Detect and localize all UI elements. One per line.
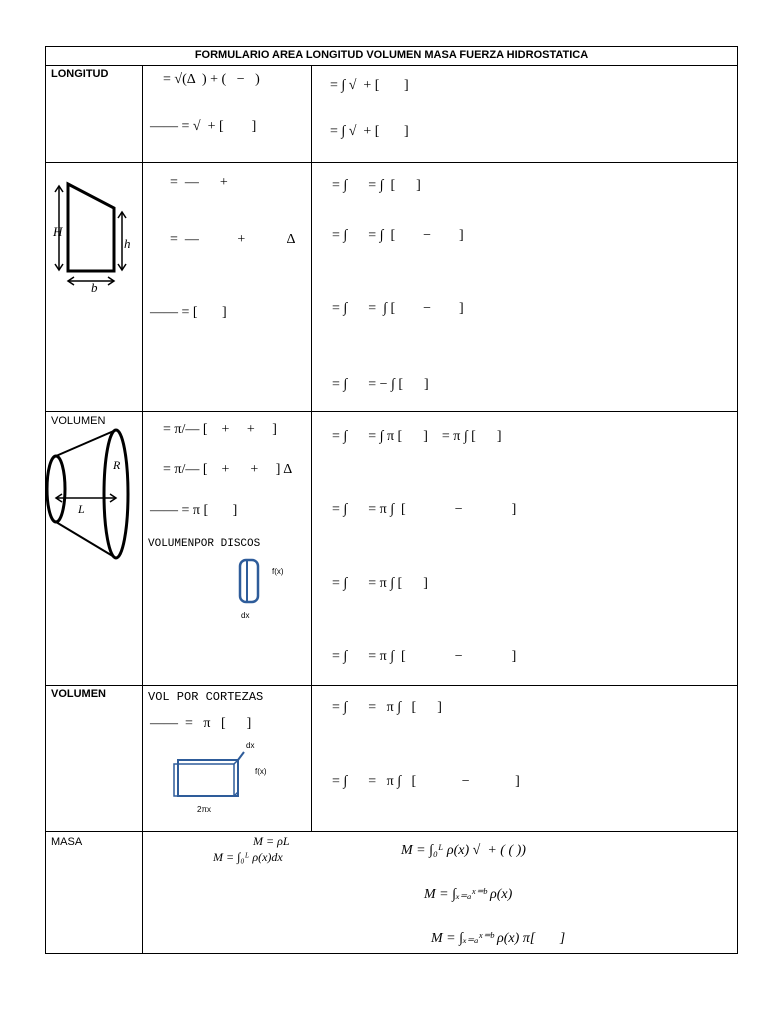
- label-volumen-2: VOLUMEN: [51, 688, 106, 700]
- shell-2pix-label: 2πx: [197, 805, 211, 814]
- area-formula-left-2: = — + Δ: [170, 232, 296, 247]
- vol-formula-right-3: = ∫ = π ∫ [ ]: [332, 576, 428, 591]
- disk-dx-label: dx: [241, 611, 250, 620]
- longitud-formula-left-1: = √(Δ ) + ( − ): [163, 72, 260, 87]
- title-row-border: [45, 65, 738, 66]
- row-border-2: [45, 411, 738, 412]
- label-volumen-1: VOLUMEN: [51, 415, 106, 427]
- cortezas-formula-left-1: —— = π [ ]: [150, 716, 252, 731]
- label-longitud: LONGITUD: [51, 68, 109, 80]
- masa-formula-1: M = ρL: [253, 834, 290, 848]
- shell-fx-label: f(x): [255, 767, 267, 776]
- disk-fx-label: f(x): [272, 567, 284, 576]
- area-formula-right-2: = ∫ = ∫ [ − ]: [332, 228, 464, 243]
- cortezas-title: VOL POR CORTEZAS: [148, 690, 264, 704]
- longitud-formula-left-2: —— = √ + [ ]: [150, 119, 257, 134]
- vol-formula-left-2: = π/— [ + + ] Δ: [163, 462, 293, 477]
- vol-label-L: L: [78, 502, 85, 516]
- table-title: FORMULARIO AREA LONGITUD VOLUMEN MASA FUERZA HIDROSTATICA: [194, 49, 589, 61]
- area-formula-right-4: = ∫ = − ∫ [ ]: [332, 377, 429, 392]
- row-border-1: [45, 162, 738, 163]
- column-border-1: [142, 65, 143, 954]
- longitud-formula-right-2: = ∫ √ + [ ]: [330, 124, 409, 139]
- vol-formula-left-1: = π/— [ + + ]: [163, 422, 277, 437]
- masa-formula-2: M = ∫₀ᴸ ρ(x)dx: [213, 850, 283, 864]
- shell-dx-label: dx: [246, 741, 255, 750]
- area-label-b: b: [91, 280, 98, 295]
- frustum-figure: [44, 428, 134, 568]
- vol-formula-right-1: = ∫ = ∫ π [ ] = π ∫ [ ]: [332, 429, 502, 444]
- longitud-formula-right-1: = ∫ √ + [ ]: [330, 78, 409, 93]
- vol-formula-right-4: = ∫ = π ∫ [ − ]: [332, 649, 517, 664]
- area-formula-right-1: = ∫ = ∫ [ ]: [332, 178, 421, 193]
- column-border-2: [311, 65, 312, 832]
- vol-discos-label: VOLUMENPOR DISCOS: [148, 538, 261, 550]
- masa-formula-5: M = ∫ₓ₌ₐˣ⁼ᵇ ρ(x) π[ ]: [431, 931, 566, 946]
- area-formula-right-3: = ∫ = ∫ [ − ]: [332, 301, 464, 316]
- vol-label-R: R: [113, 458, 121, 472]
- masa-formula-3: M = ∫₀ᴸ ρ(x) √ + ( ( )): [401, 843, 526, 858]
- vol-formula-left-3: —— = π [ ]: [150, 503, 238, 518]
- shell-figure: [172, 748, 252, 800]
- cortezas-formula-right-1: = ∫ = π ∫ [ ]: [332, 700, 442, 715]
- row-border-4: [45, 831, 738, 832]
- area-label-h: h: [124, 236, 131, 251]
- table-top-border: [45, 46, 738, 47]
- cortezas-formula-right-2: = ∫ = π ∫ [ − ]: [332, 774, 520, 789]
- row-border-3: [45, 685, 738, 686]
- area-label-H: H: [53, 224, 63, 239]
- table-right-border: [737, 46, 738, 954]
- area-formula-left-3: —— = [ ]: [150, 305, 227, 320]
- vol-formula-right-2: = ∫ = π ∫ [ − ]: [332, 502, 517, 517]
- masa-formula-4: M = ∫ₓ₌ₐˣ⁼ᵇ ρ(x): [424, 887, 513, 902]
- disk-figure: [238, 558, 262, 606]
- table-bottom-border: [45, 953, 738, 954]
- label-masa: MASA: [51, 836, 83, 848]
- area-formula-left-1: = — +: [170, 175, 228, 190]
